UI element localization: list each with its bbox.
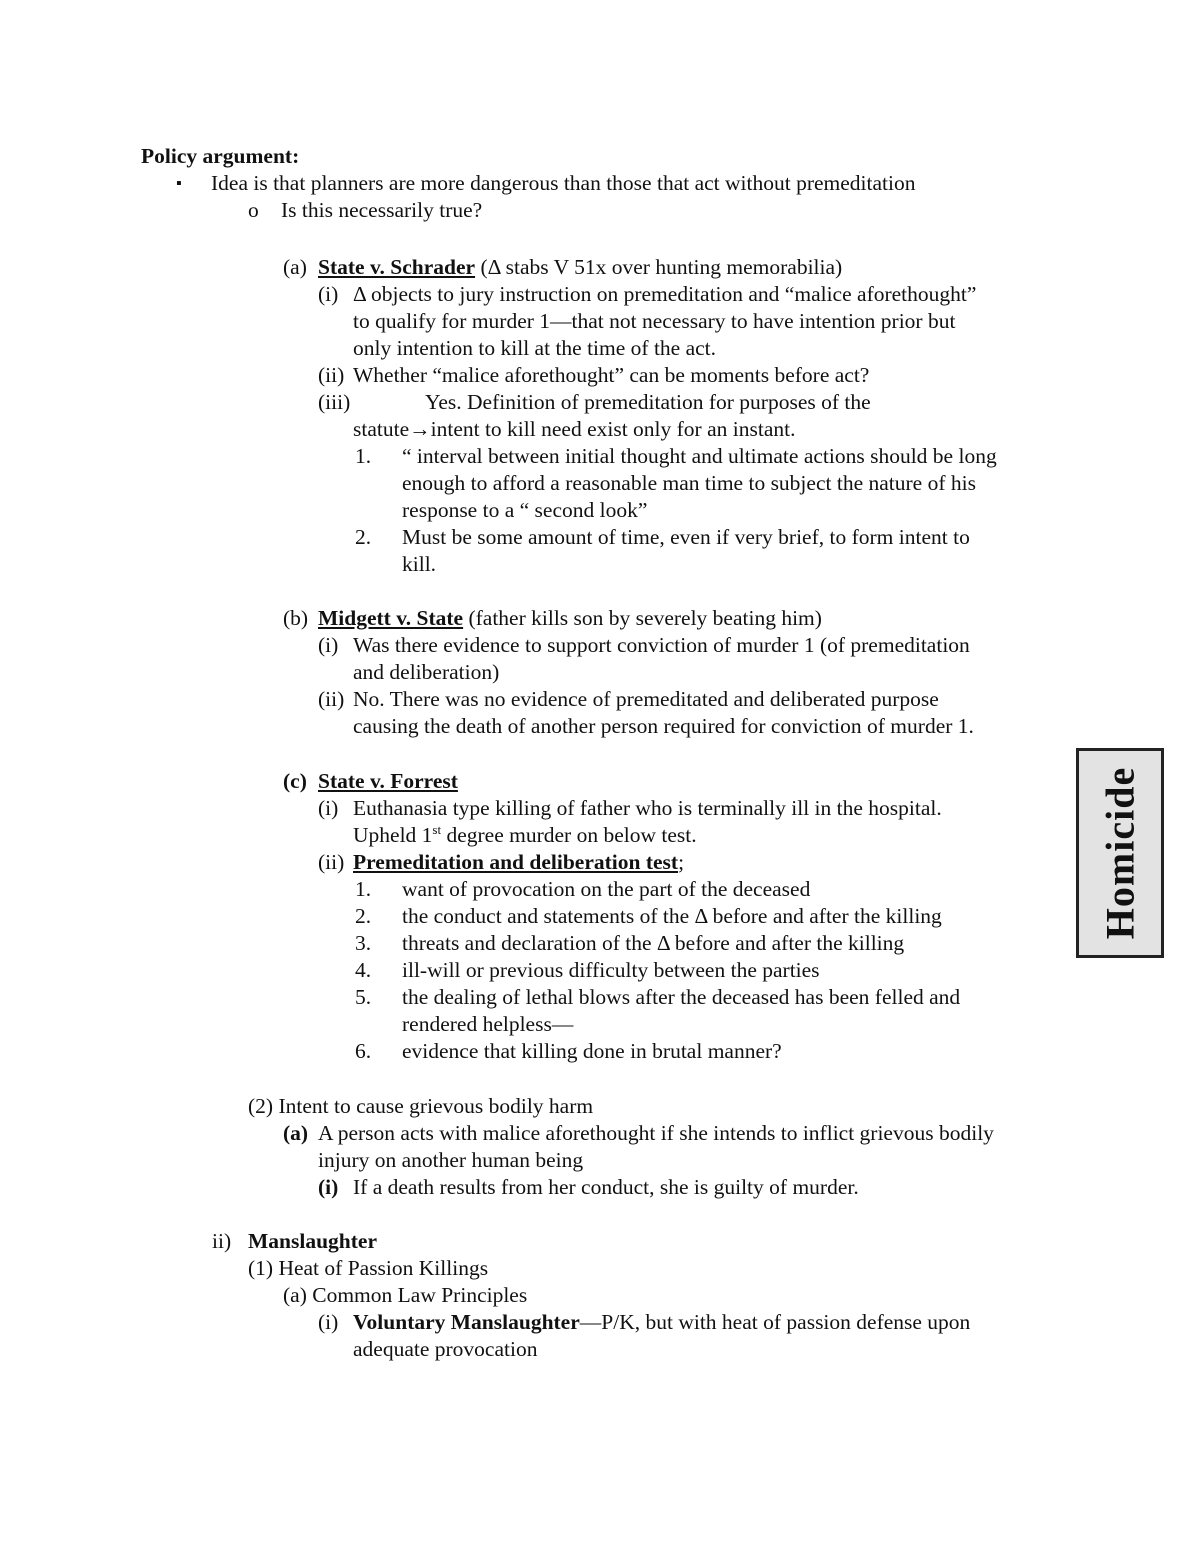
forrest-item-marker: 6. (355, 1039, 372, 1063)
upheld-text: Upheld 1 (353, 823, 433, 847)
schrader-n2-line2: kill. (402, 552, 437, 576)
common-law-principles: (a) Common Law Principles (283, 1283, 528, 1307)
midgett-ii-line1: No. There was no evidence of premeditated and deliberated purpose (353, 687, 939, 711)
schrader-title-line (318, 254, 842, 281)
schrader-ii: Whether “malice aforethought” can be moments before act? (353, 363, 870, 387)
forrest-i-marker: (i) (318, 796, 339, 820)
forrest-item-marker: 5. (355, 985, 372, 1009)
sub-marker: o (248, 198, 259, 222)
instant-text: intent to kill need exist only for an instant. (430, 417, 796, 441)
grievous-a-marker: (a) (283, 1121, 309, 1145)
schrader-i-line1: Δ objects to jury instruction on premeditation and “malice aforethought” (353, 282, 977, 306)
forrest-item-text: evidence that killing done in brutal manner? (402, 1039, 782, 1063)
schrader-ii-marker: (ii) (318, 363, 345, 387)
schrader-n1-line1: “ interval between initial thought and ultimate actions should be long (402, 444, 997, 468)
ordinal-suffix: st (432, 821, 442, 837)
schrader-i-line2: to qualify for murder 1—that not necessary to have intention prior but (353, 309, 956, 333)
forrest-item-text: want of provocation on the part of the deceased (402, 877, 811, 901)
forrest-item-marker: 2. (355, 904, 372, 928)
schrader-n2-line1: Must be some amount of time, even if very brief, to form intent to (402, 525, 970, 549)
statute-text: statute (353, 417, 410, 441)
forrest-item-text: threats and declaration of the Δ before and after the killing (402, 931, 905, 955)
manslaughter-heading: Manslaughter (248, 1229, 377, 1253)
schrader-n1-line3: response to a “ second look” (402, 498, 648, 522)
voluntary-line2: adequate provocation (353, 1337, 538, 1361)
schrader-iii-line1: Yes. Definition of premeditation for purposes of the (425, 390, 871, 414)
schrader-i-marker: (i) (318, 282, 339, 306)
schrader-iii-line2 (353, 416, 795, 443)
policy-heading: Policy argument: (141, 144, 300, 168)
forrest-i-line2 (353, 822, 697, 849)
bullet-marker: ▪ (176, 175, 182, 192)
midgett-marker: (b) (283, 606, 309, 630)
schrader-n2-marker: 2. (355, 525, 372, 549)
midgett-i-line2: and deliberation) (353, 660, 500, 684)
grievous-a-line2: injury on another human being (318, 1148, 584, 1172)
schrader-n1-line2: enough to afford a reasonable man time to subject the nature of his (402, 471, 976, 495)
right-arrow-icon: → (409, 417, 431, 441)
forrest-ii-marker: (ii) (318, 850, 345, 874)
heat-of-passion: (1) Heat of Passion Killings (248, 1256, 489, 1280)
midgett-i-marker: (i) (318, 633, 339, 657)
schrader-desc: (Δ stabs V 51x over hunting memorabilia) (475, 255, 843, 279)
forrest-item-marker: 4. (355, 958, 372, 982)
forrest-item-marker: 3. (355, 931, 372, 955)
voluntary-definition: —P/K, but with heat of passion defense upon (579, 1310, 971, 1334)
midgett-ii-marker: (ii) (318, 687, 345, 711)
midgett-desc: (father kills son by severely beating him) (463, 606, 822, 630)
voluntary-line1 (353, 1309, 970, 1336)
voluntary-term: Voluntary Manslaughter (353, 1310, 580, 1334)
grievous-a-line1: A person acts with malice aforethought if she intends to inflict grievous bodily (318, 1121, 994, 1145)
schrader-case: State v. Schrader (318, 255, 476, 279)
forrest-item-text: the dealing of lethal blows after the deceased has been felled and (402, 985, 961, 1009)
grievous-i: If a death results from her conduct, she is guilty of murder. (353, 1175, 859, 1199)
manslaughter-marker: ii) (212, 1229, 232, 1253)
forrest-case: State v. Forrest (318, 769, 458, 793)
forrest-item-text: rendered helpless— (402, 1012, 574, 1036)
schrader-i-line3: only intention to kill at the time of the act. (353, 336, 717, 360)
midgett-i-line1: Was there evidence to support conviction of murder 1 (of premeditation (353, 633, 970, 657)
midgett-case: Midgett v. State (318, 606, 464, 630)
schrader-marker: (a) (283, 255, 307, 279)
forrest-item-text: the conduct and statements of the Δ before and after the killing (402, 904, 942, 928)
schrader-iii-marker: (iii) (318, 390, 351, 414)
forrest-marker: (c) (283, 769, 307, 793)
schrader-n1-marker: 1. (355, 444, 372, 468)
test-title: Premeditation and deliberation test (353, 850, 679, 874)
homicide-side-tab (1076, 748, 1164, 958)
voluntary-marker: (i) (318, 1310, 339, 1334)
midgett-ii-line2: causing the death of another person required for conviction of murder 1. (353, 714, 974, 738)
forrest-i-line1: Euthanasia type killing of father who is terminally ill in the hospital. (353, 796, 942, 820)
test-semicolon: ; (678, 850, 685, 874)
homicide-label: Homicide (1097, 766, 1143, 940)
grievous-heading: (2) Intent to cause grievous bodily harm (248, 1094, 594, 1118)
grievous-i-marker: (i) (318, 1175, 339, 1199)
forrest-ii-line (353, 849, 684, 876)
forrest-item-marker: 1. (355, 877, 372, 901)
midgett-title-line (318, 605, 822, 632)
policy-sub: Is this necessarily true? (281, 198, 483, 222)
forrest-item-text: ill-will or previous difficulty between the parties (402, 958, 820, 982)
degree-text: degree murder on below test. (441, 823, 697, 847)
policy-bullet: Idea is that planners are more dangerous than those that act without premeditation (211, 171, 916, 195)
